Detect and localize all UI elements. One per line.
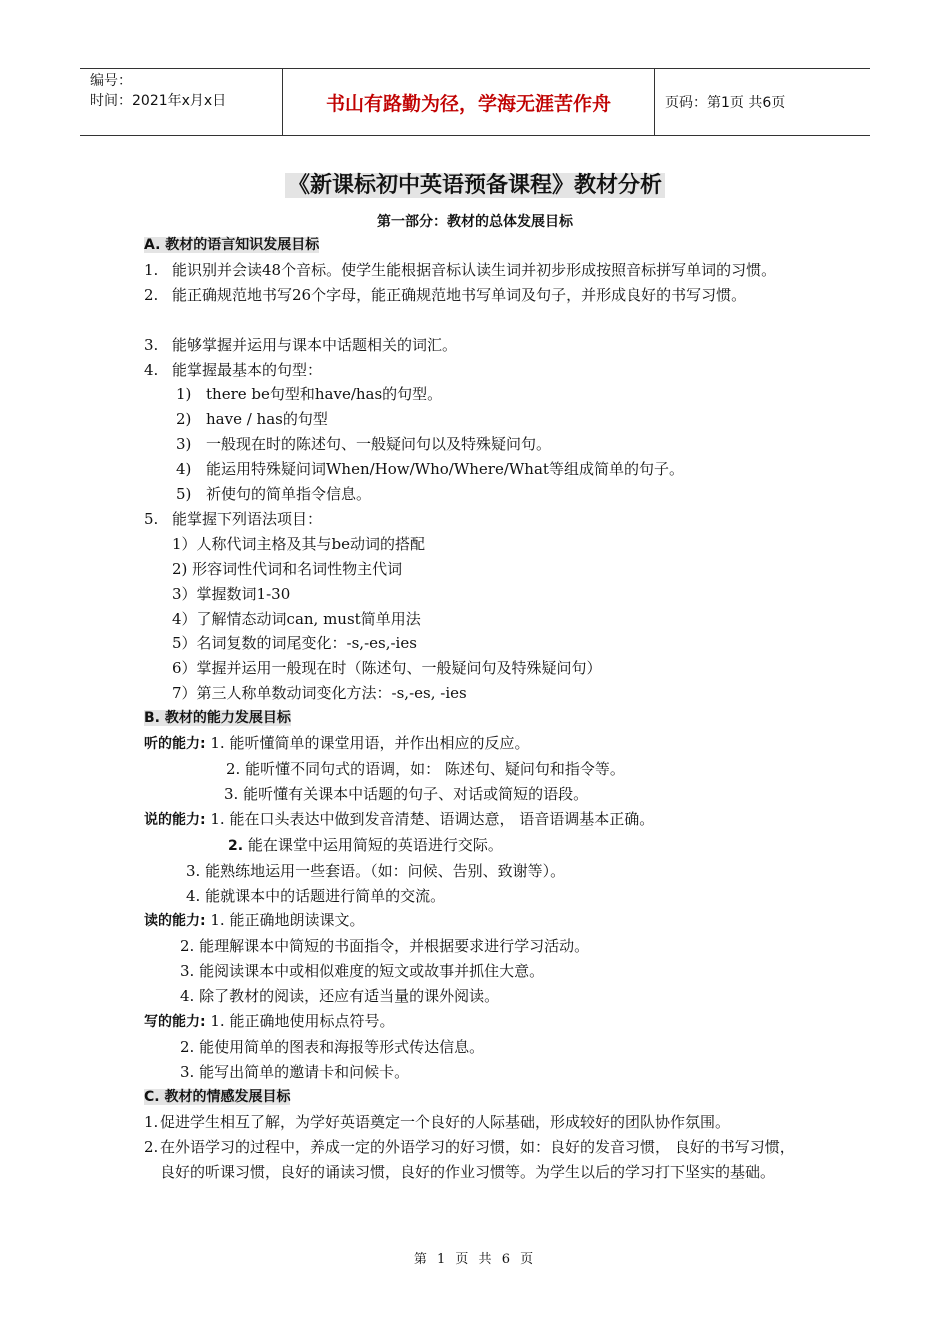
list-item: 2. 能正确规范地书写26个字母，能正确规范地书写单词及句子，并形成良好的书写习惯。 <box>144 285 747 304</box>
speaking-item: 2. 能在课堂中运用简短的英语进行交际。 <box>228 835 503 854</box>
header-motto: 书山有路勤为径，学海无涯苦作舟 <box>325 92 611 115</box>
document-body <box>144 233 824 1184</box>
listening-item: 2. 能听懂不同句式的语调，如： 陈述句、疑问句和指令等。 <box>226 760 625 779</box>
writing-label: 写的能力: <box>144 1014 206 1031</box>
writing-item: 2. 能使用简单的图表和海报等形式传达信息。 <box>180 1037 485 1056</box>
section-c-heading: C. 教材的情感发展目标 <box>144 1088 291 1105</box>
grammar-item: 2) 形容词性代词和名词性物主代词 <box>172 559 403 578</box>
writing-item: 3. 能写出简单的邀请卡和问候卡。 <box>180 1062 410 1081</box>
pattern-item: 4) 能运用特殊疑问词When/How/Who/Where/What等组成简单的句子。 <box>176 460 684 479</box>
header-table <box>80 68 870 136</box>
pattern-item: 1) there be句型和have/has的句型。 <box>176 385 443 404</box>
grammar-item: 5）名词复数的词尾变化：-s,-es,-ies <box>172 634 417 653</box>
number-label: 编号： <box>90 73 132 89</box>
list-item: 1. 能识别并会读48个音标。使学生能根据音标认读生词并初步形成按照音标拼写单词的习惯。 <box>144 260 777 279</box>
speaking-label: 说的能力: <box>144 811 206 828</box>
time-label: 时间：2021年x月x日 <box>90 93 227 109</box>
grammar-item: 6）掌握并运用一般现在时（陈述句、一般疑问句及特殊疑问句） <box>172 659 602 678</box>
pattern-item: 2) have / has的句型 <box>176 410 328 429</box>
document-subtitle: 第一部分：教材的总体发展目标 <box>377 214 573 230</box>
list-item: 1. 促进学生相互了解，为学好英语奠定一个良好的人际基础，形成较好的团队协作氛围。 <box>144 1112 731 1131</box>
list-item: 5. 能掌握下列语法项目： <box>144 509 323 528</box>
speaking-item: 3. 能熟练地运用一些套语。（如：问候、告别、致谢等）。 <box>186 861 566 880</box>
listening-item: 3. 能听懂有关课本中话题的句子、对话或简短的语段。 <box>224 784 589 803</box>
list-item: 3. 能够掌握并运用与课本中话题相关的词汇。 <box>144 335 458 354</box>
section-b-heading: B. 教材的能力发展目标 <box>144 710 291 727</box>
blank-line <box>144 308 824 333</box>
grammar-item: 1）人称代词主格及其与be动词的搭配 <box>172 534 426 553</box>
speaking-row: 说的能力: 1. 能在口头表达中做到发音清楚、语调达意， 语音语调基本正确。 <box>144 809 655 828</box>
header-meta <box>80 69 282 135</box>
list-item: 4. 能掌握最基本的句型： <box>144 360 323 379</box>
reading-item: 2. 能理解课本中简短的书面指令，并根据要求进行学习活动。 <box>180 937 590 956</box>
grammar-item: 3）掌握数词1-30 <box>172 584 291 603</box>
listening-label: 听的能力: <box>144 736 206 753</box>
grammar-item: 4）了解情态动词can, must简单用法 <box>172 609 421 628</box>
section-a-heading: A. 教材的语言知识发展目标 <box>144 237 320 253</box>
listening-row: 听的能力: 1. 能听懂简单的课堂用语，并作出相应的反应。 <box>144 734 530 753</box>
list-item: 2. 在外语学习的过程中，养成一定的外语学习的好习惯，如：良好的发音习惯， 良好的书写习惯， 良好的听课习惯，良好的诵读习惯，良好的作业习惯等。为学生以后的学习打下坚实的基础。 <box>144 1137 795 1181</box>
grammar-item: 7）第三人称单数动词变化方法：-s,-es, -ies <box>172 684 467 703</box>
reading-label: 读的能力: <box>144 913 206 930</box>
page-footer: 第 1 页 共 6 页 <box>413 1252 537 1267</box>
reading-row: 读的能力: 1. 能正确地朗读课文。 <box>144 911 365 930</box>
header-page-info: 页码：第1页 共6页 <box>665 95 786 111</box>
header-motto-cell <box>282 69 655 135</box>
document-title: 《新课标初中英语预备课程》教材分析 <box>0 168 950 199</box>
speaking-item: 4. 能就课本中的话题进行简单的交流。 <box>186 886 446 905</box>
writing-row: 写的能力: 1. 能正确地使用标点符号。 <box>144 1012 395 1031</box>
pattern-item: 3) 一般现在时的陈述句、一般疑问句以及特殊疑问句。 <box>176 435 552 454</box>
reading-item: 3. 能阅读课本中或相似难度的短文或故事并抓住大意。 <box>180 962 545 981</box>
reading-item: 4. 除了教材的阅读，还应有适当量的课外阅读。 <box>180 987 500 1006</box>
pattern-item: 5) 祈使句的简单指令信息。 <box>176 485 372 504</box>
